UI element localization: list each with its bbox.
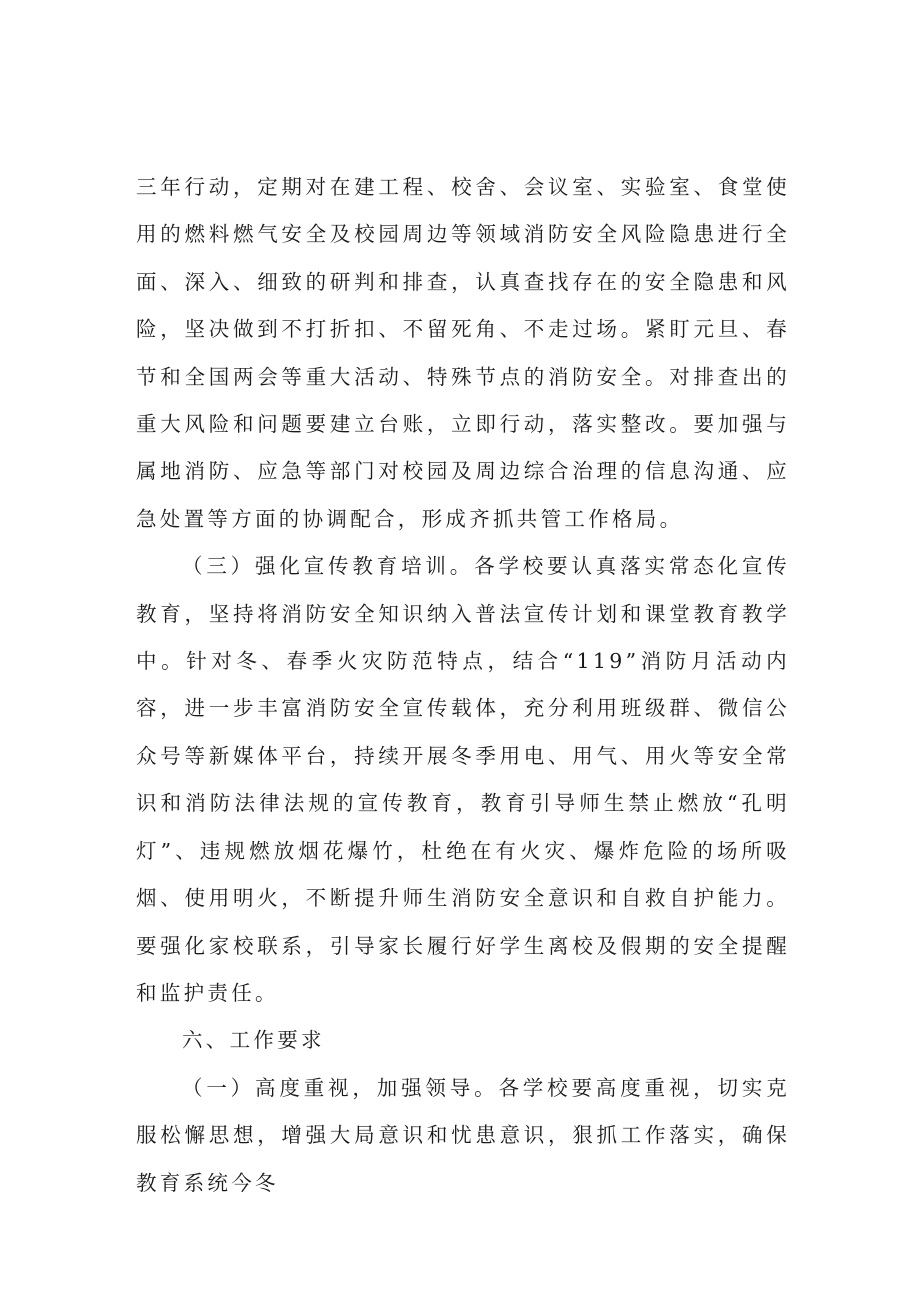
document-body bbox=[136, 164, 790, 1207]
paragraph-publicity-education: （三）强化宣传教育培训。各学校要认真落实常态化宣传教育，坚持将消防安全知识纳入普法宣传计划和课堂教育教学中。针对冬、春季火灾防范特点，结合“119”消防月活动内容，进一步丰富消防安全宣传载体，充分利用班级群、微信公众号等新媒体平台，持续开展冬季用电、用气、用火等安全常识和消防法律法规的宣传教育，教育引导师生禁止燃放“孔明灯”、违规燃放烟花爆竹，杜绝在有火灾、爆炸危险的场所吸烟、使用明火，不断提升师生消防安全意识和自救自护能力。要强化家校联系，引导家长履行好学生离校及假期的安全提醒和监护责任。 bbox=[136, 554, 790, 1005]
paragraph-leadership: （一）高度重视，加强领导。各学校要高度重视，切实克服松懈思想，增强大局意识和忧患意识，狠抓工作落实，确保教育系统今冬 bbox=[136, 1075, 790, 1195]
section-heading-work-requirements: 六、工作要求 bbox=[182, 1028, 325, 1053]
paragraph-fire-safety-inspection: 三年行动，定期对在建工程、校舍、会议室、实验室、食堂使用的燃料燃气安全及校园周边等领域消防安全风险隐患进行全面、深入、细致的研判和排查，认真查找存在的安全隐患和风险，坚决做到不打折扣、不留死角、不走过场。紧盯元旦、春节和全国两会等重大活动、特殊节点的消防安全。对排查出的重大风险和问题要建立台账，立即行动，落实整改。要加强与属地消防、应急等部门对校园及周边综合治理的信息沟通、应急处置等方面的协调配合，形成齐抓共管工作格局。 bbox=[136, 175, 790, 531]
